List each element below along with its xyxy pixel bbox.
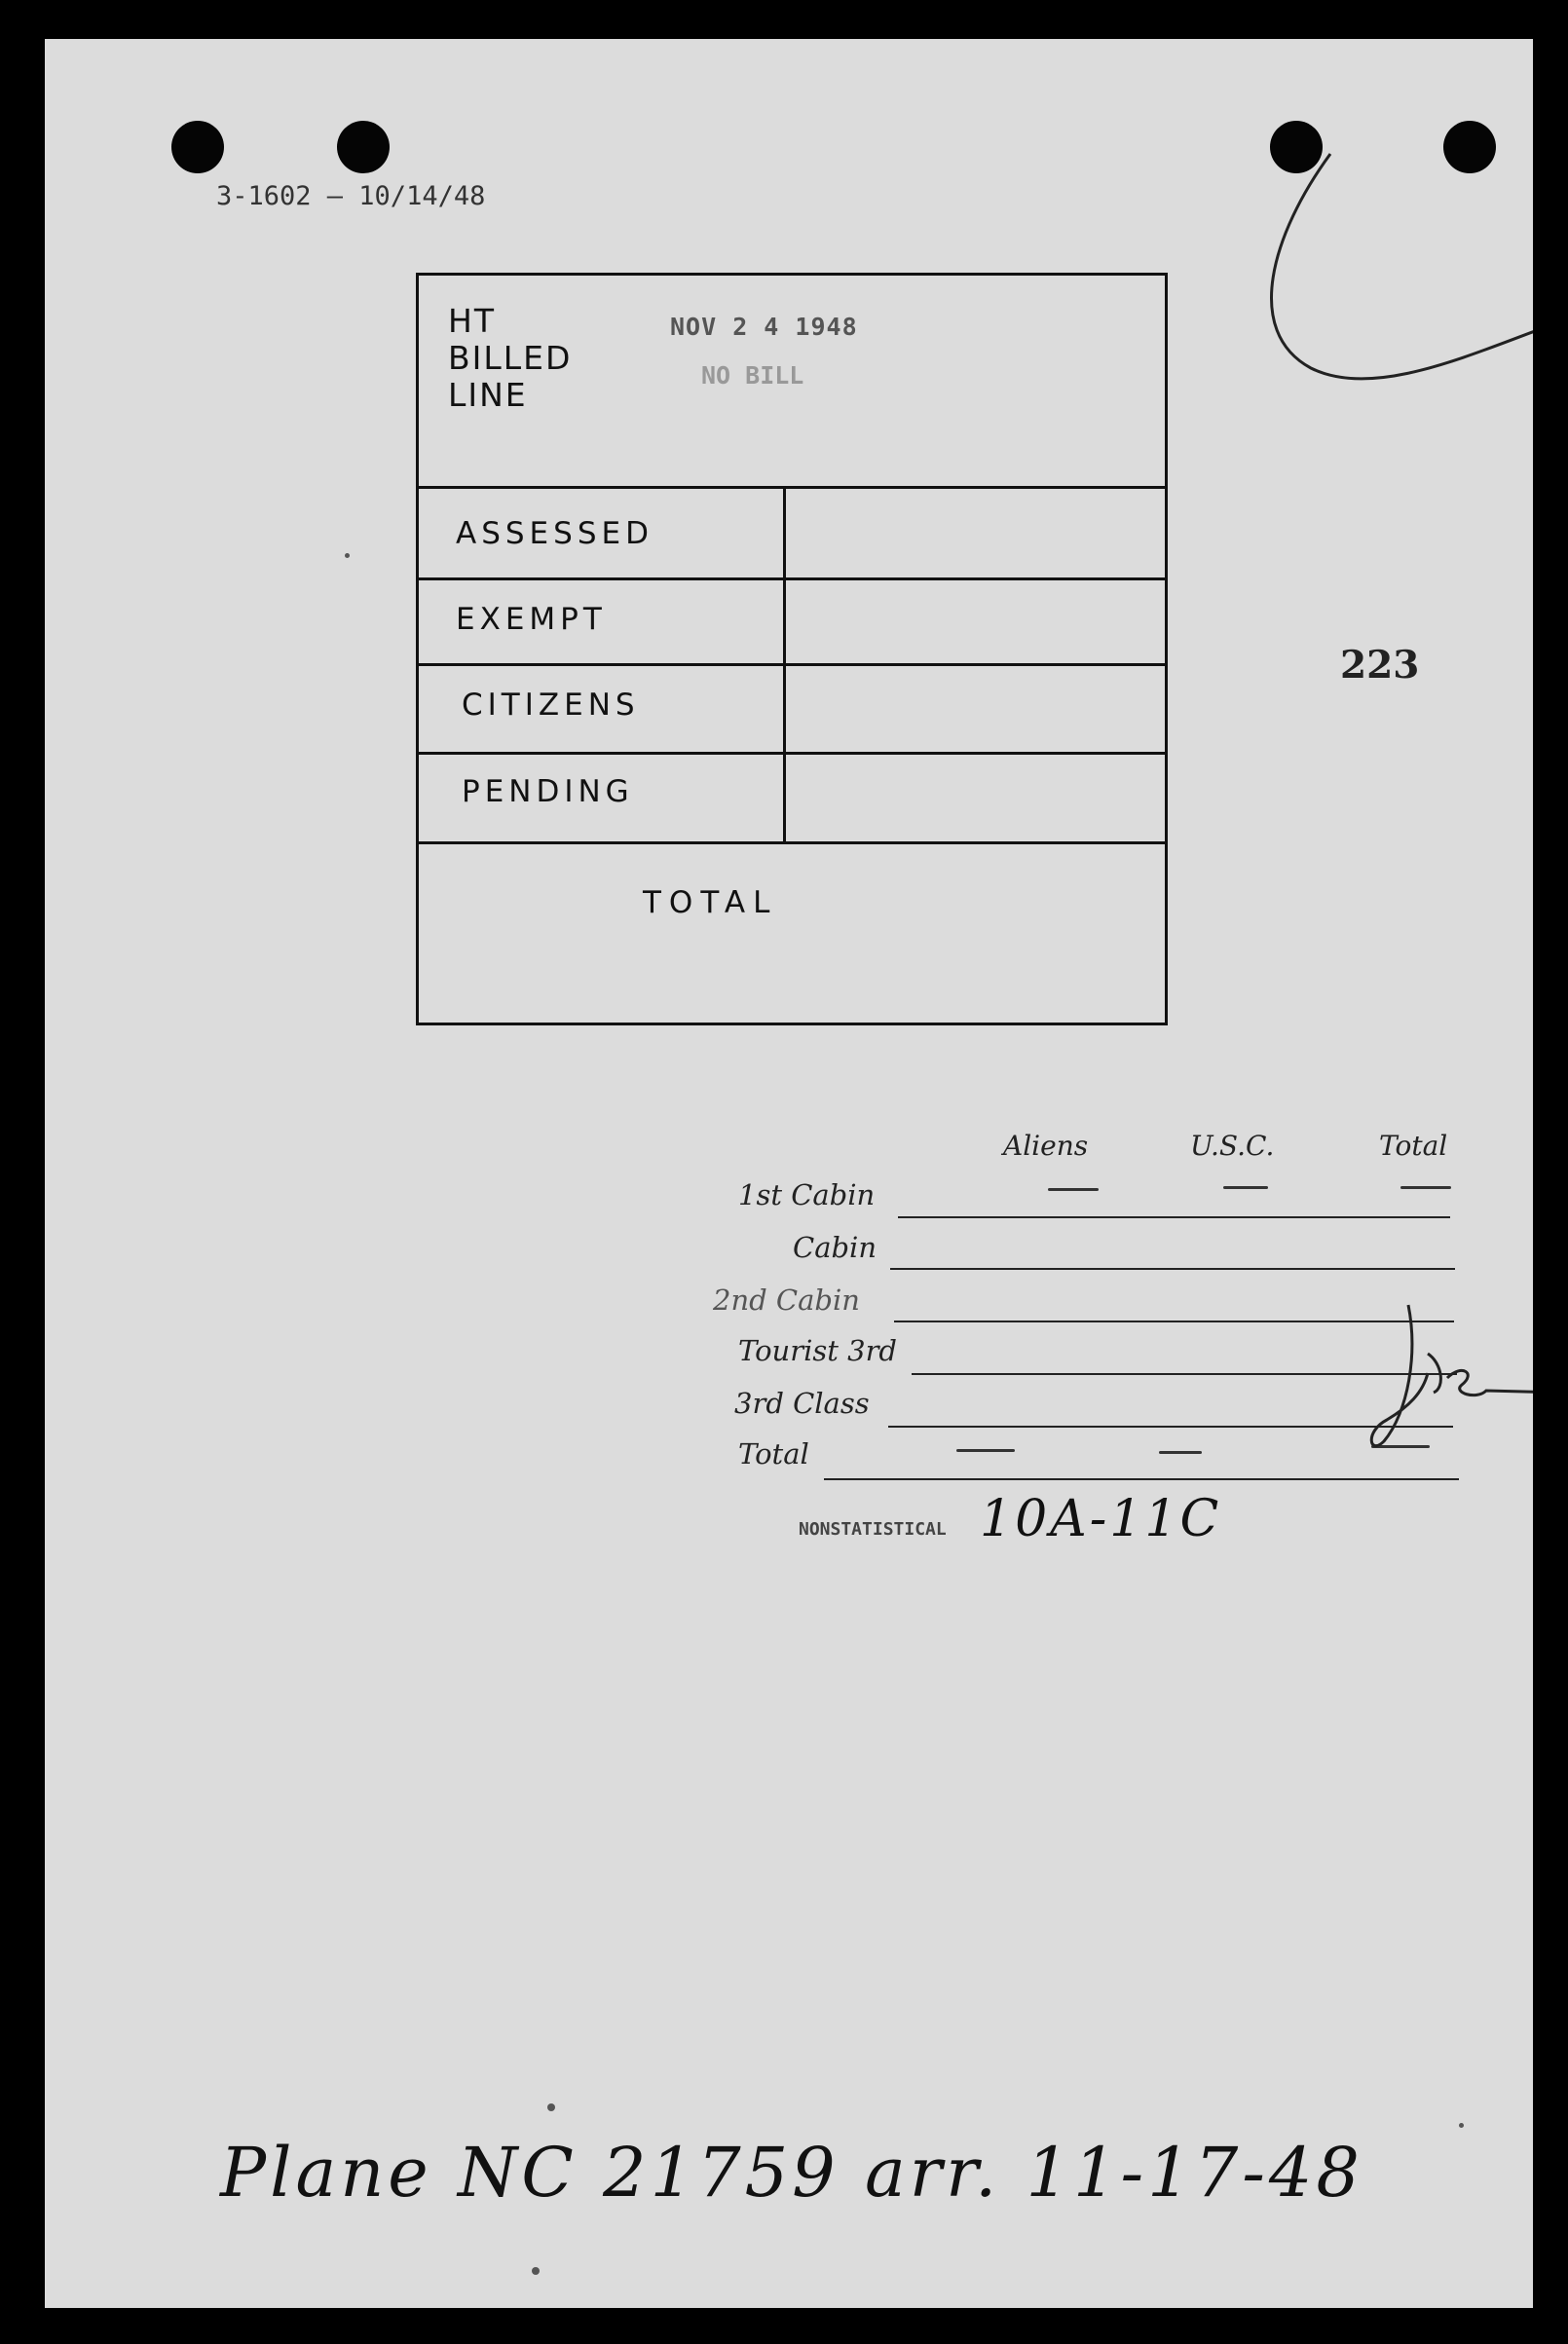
punch-hole <box>171 121 224 173</box>
row-label-tourist-3rd: Tourist 3rd <box>738 1334 897 1367</box>
row-label-2nd-cabin: 2nd Cabin <box>713 1284 860 1317</box>
box-heading-line: HT <box>448 302 496 340</box>
row-label: EXEMPT <box>456 602 607 637</box>
row-rule <box>888 1426 1453 1428</box>
column-divider <box>783 666 786 752</box>
box-heading <box>448 303 572 414</box>
nil-dash <box>956 1449 1015 1452</box>
punch-hole <box>337 121 390 173</box>
box-heading-line: BILLED <box>448 339 573 377</box>
paper-speck <box>532 2267 540 2275</box>
row-label-3rd-class: 3rd Class <box>734 1387 870 1420</box>
billing-box-header <box>419 276 1165 489</box>
paper-speck <box>547 2103 555 2111</box>
date-stamp: NOV 2 4 1948 <box>670 313 858 341</box>
total-label: TOTAL <box>643 885 778 920</box>
nil-dash <box>1048 1188 1099 1191</box>
nil-dash <box>1400 1186 1451 1189</box>
handwritten-code: 10A-11C <box>980 1490 1222 1548</box>
paper-speck <box>1459 2123 1464 2128</box>
row-label-total: Total <box>738 1437 809 1470</box>
row-label: CITIZENS <box>462 688 640 723</box>
row-label: ASSESSED <box>456 516 653 551</box>
column-header-usc: U.S.C. <box>1190 1130 1275 1162</box>
column-divider <box>783 580 786 663</box>
box-row-citizens <box>419 666 1165 755</box>
document-page <box>45 39 1533 2308</box>
footer-handwritten-note: Plane NC 21759 arr. 11-17-48 <box>220 2133 1363 2213</box>
handwritten-initials <box>1369 1295 1533 1470</box>
row-label-1st-cabin: 1st Cabin <box>738 1178 876 1211</box>
column-divider <box>783 755 786 841</box>
row-label-cabin: Cabin <box>793 1231 877 1264</box>
row-rule <box>890 1268 1455 1270</box>
row-rule <box>898 1216 1450 1218</box>
box-heading-line: LINE <box>448 376 528 414</box>
billing-box <box>416 273 1168 1025</box>
box-row-assessed <box>419 489 1165 580</box>
box-row-pending <box>419 755 1165 844</box>
column-header-total: Total <box>1379 1130 1448 1162</box>
form-code: 3-1602 — 10/14/48 <box>216 181 486 211</box>
nil-dash <box>1223 1186 1268 1189</box>
pencil-arc-mark <box>1233 146 1533 428</box>
paper-speck <box>345 553 350 558</box>
column-header-aliens: Aliens <box>1003 1130 1089 1162</box>
row-label: PENDING <box>462 774 634 809</box>
box-row-total <box>419 844 1165 1023</box>
no-bill-stamp: NO BILL <box>701 361 804 390</box>
box-row-exempt <box>419 580 1165 666</box>
row-rule <box>824 1478 1459 1480</box>
page-number: 223 <box>1340 643 1420 688</box>
column-divider <box>783 489 786 577</box>
nonstatistical-stamp: NONSTATISTICAL <box>799 1519 947 1540</box>
nil-dash <box>1159 1451 1202 1454</box>
